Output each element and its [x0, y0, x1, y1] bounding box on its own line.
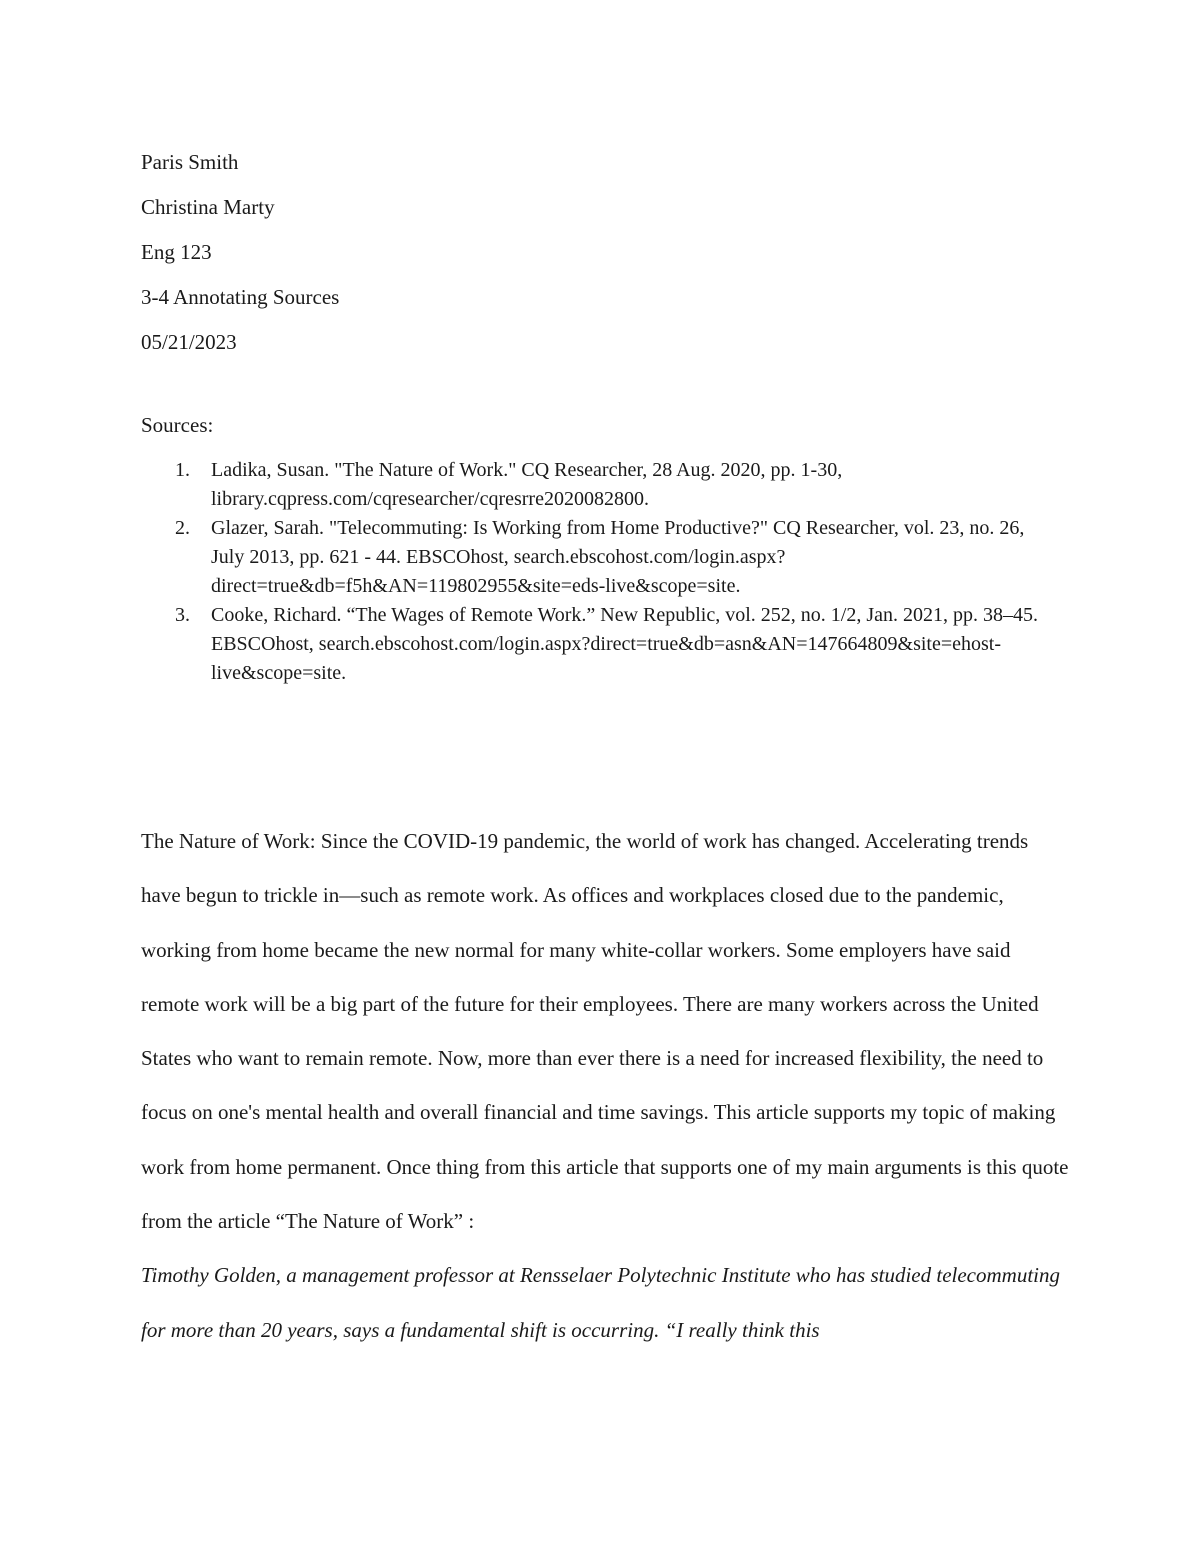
source-item [141, 514, 1061, 601]
source-number: 1. [175, 459, 190, 481]
source-item [141, 601, 1061, 688]
student-name: Paris Smith [141, 150, 239, 174]
annotation-paragraph: The Nature of Work: Since the COVID-19 pandemic, the world of work has changed. Accelerating trends have begun to trickle in—such as remote work. As offices and workplaces closed due to the pandemic, working from home became the new normal for many white-collar workers. Some employers have said remote work will be a big part of the future for their employees. There are many workers across the United States who want to remain remote. Now, more than ever there is a need for increased flexibility, the need to focus on one's mental health and overall financial and time savings. This article supports my topic of making work from home permanent. Once thing from this article that supports one of my main arguments is this quote from the article “The Nature of Work” : [141, 829, 1069, 1234]
source-number: 3. [175, 604, 190, 626]
instructor-name: Christina Marty [141, 195, 275, 219]
source-citation: Glazer, Sarah. "Telecommuting: Is Working from Home Productive?" CQ Researcher, vol. 23, no. 26, July 2013, pp. 621 - 44. EBSCOhost, search.ebscohost.com/login.aspx?direct=true&db=f5h&AN=119802955&site=eds-live&scope=site. [211, 517, 1025, 597]
sources-heading: Sources: [141, 413, 214, 437]
source-citation: Ladika, Susan. "The Nature of Work." CQ Researcher, 28 Aug. 2020, pp. 1-30, library.cqpress.com/cqresearcher/cqresrre2020082800. [211, 459, 843, 510]
source-citation: Cooke, Richard. “The Wages of Remote Work.” New Republic, vol. 252, no. 1/2, Jan. 2021, pp. 38–45. EBSCOhost, search.ebscohost.com/login.aspx?direct=true&db=asn&AN=147664809&site=ehost-live&scope=site. [211, 604, 1039, 684]
source-item [141, 456, 1061, 514]
document-date: 05/21/2023 [141, 330, 237, 354]
header-block [141, 140, 841, 365]
course-name: Eng 123 [141, 240, 212, 264]
sources-list [141, 456, 1061, 688]
source-number: 2. [175, 517, 190, 539]
assignment-title: 3-4 Annotating Sources [141, 285, 340, 309]
annotation-section [141, 814, 1071, 1357]
annotation-quote: Timothy Golden, a management professor at Rensselaer Polytechnic Institute who has studied telecommuting for more than 20 years, says a fundamental shift is occurring. “I really think this [141, 1263, 1061, 1342]
